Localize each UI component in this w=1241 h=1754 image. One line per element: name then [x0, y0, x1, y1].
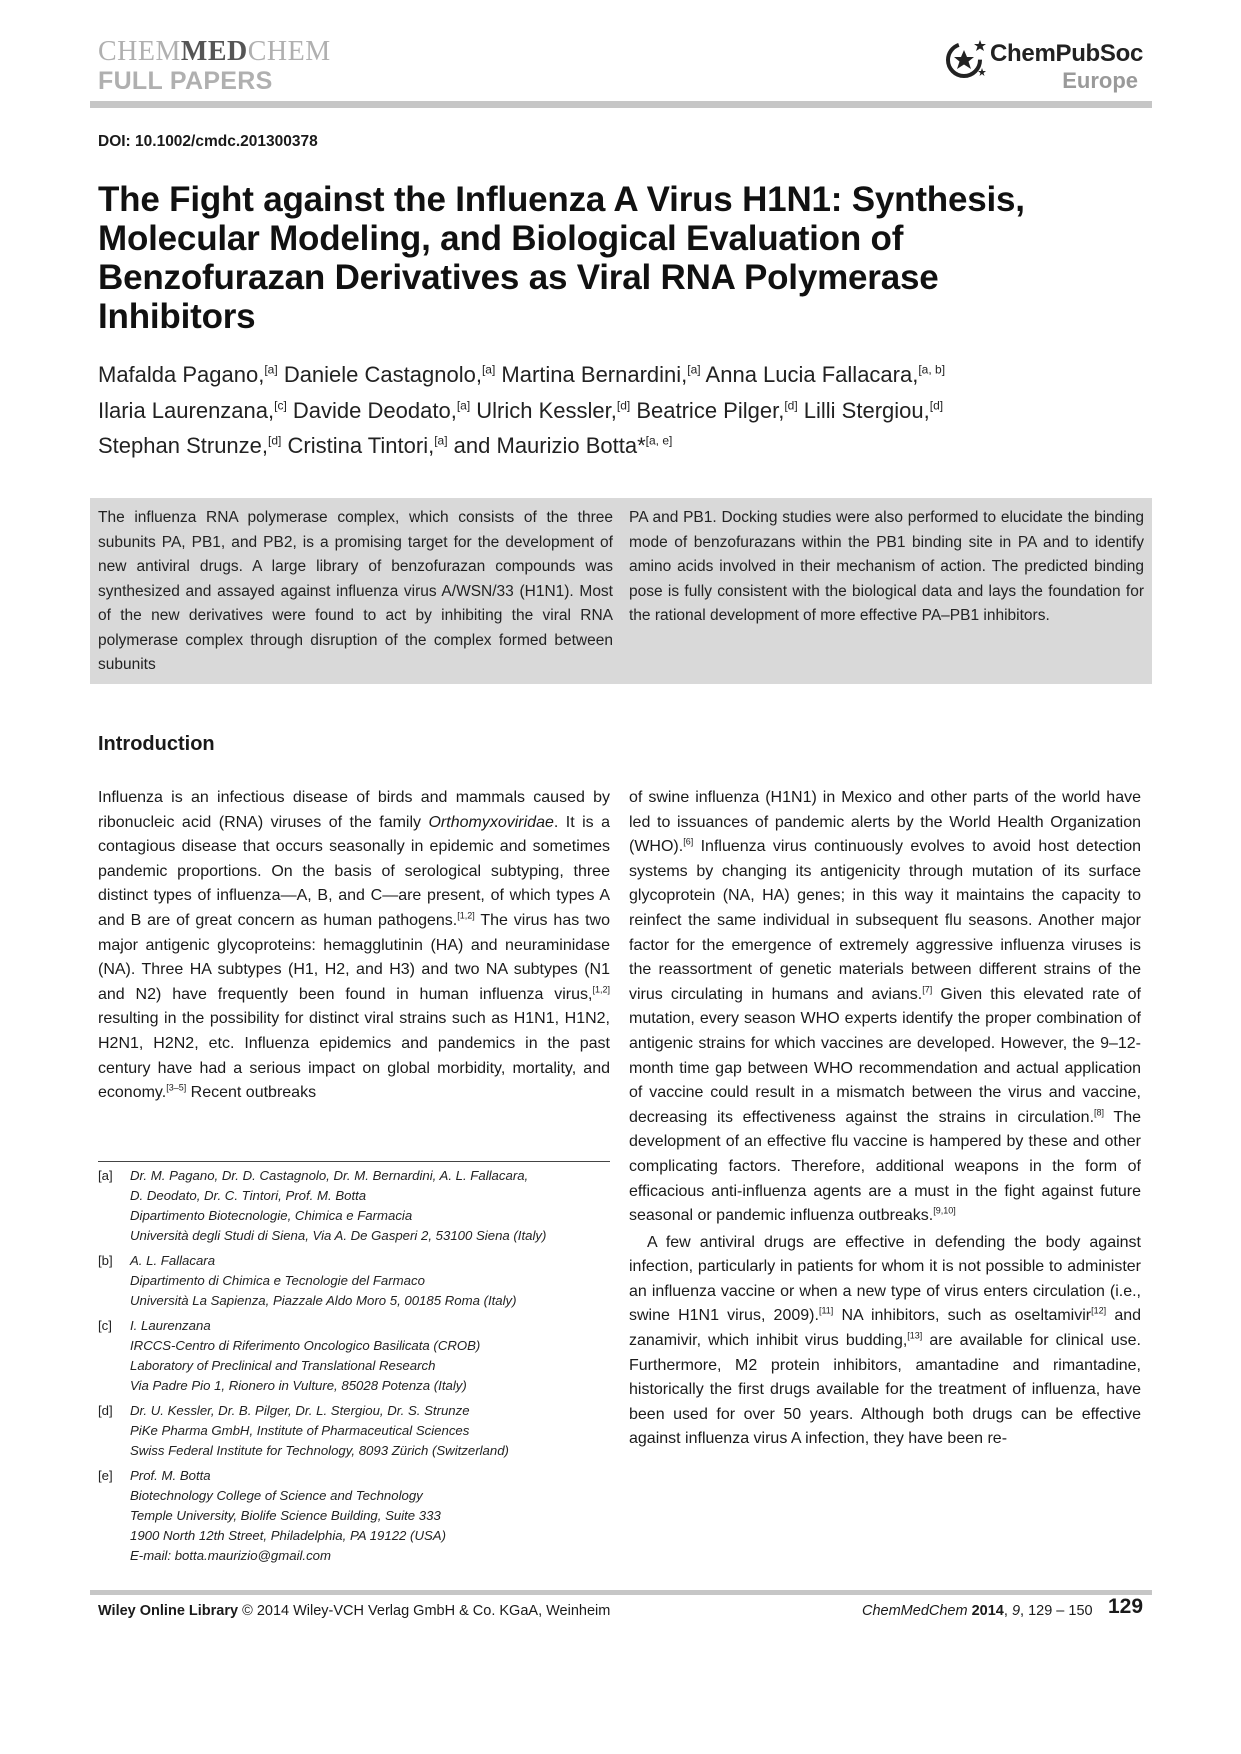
title-line: Inhibitors — [98, 297, 256, 336]
title-line: Molecular Modeling, and Biological Evaluation of — [98, 219, 904, 258]
affiliation-rule — [98, 1161, 610, 1162]
body-right-column — [629, 786, 1141, 1452]
author: and Maurizio Botta*[a, e] — [453, 432, 673, 458]
affiliation: [b] A. L. Fallacara Dipartimento di Chimica e Tecnologie del Farmaco Università La Sapienza, Piazzale Aldo Moro 5, 00185 Roma (Italy) — [98, 1253, 517, 1308]
page-number: 129 — [1108, 1595, 1144, 1618]
author: Beatrice Pilger,[d] — [636, 397, 798, 423]
author: Mafalda Pagano,[a] — [98, 362, 278, 388]
affiliation: [e] Prof. M. Botta Biotechnology College of Science and Technology Temple University, Biolife Science Building, Suite 333 1900 North 12th Street, Philadelphia, PA 19122 (USA) E-mail: botta.maurizio@gmail.com — [98, 1466, 610, 1566]
paragraph: A few antiviral drugs are effective in defending the body against infection, particularly in patients for whom it is not possible to administer an influenza vaccine or when a new type of virus enters circulation (i.e., swine H1N1 virus, 2009).[11] NA inhibitors, such as oseltamivir[12] and zanamivir, which inhibit virus budding,[13] are available for clinical use. Furthermore, M2 protein inhibitors, amantadine and rimantadine, historically the first drugs available for the treatment of influenza, have been used for over 50 years. Although both drugs can be effective against influenza virus A infection, they have been re- — [629, 1233, 1142, 1448]
footer-rule — [90, 1590, 1152, 1595]
abstract-right-column: PA and PB1. Docking studies were also performed to elucidate the binding mode of benzofurazans within the PB1 binding site in PA and to identify amino acids involved in their mechanism of action. The predicted binding pose is fully consistent with the biological data and lays the foundation for the rational development of more effective PA–PB1 inhibitors. — [629, 509, 1144, 624]
author: Martina Bernardini,[a] — [501, 362, 701, 388]
title-line: The Fight against the Influenza A Virus H1N1: Synthesis, — [98, 180, 1025, 219]
footer-publisher: Wiley Online Library © 2014 Wiley-VCH Verlag GmbH & Co. KGaA, Weinheim — [98, 1603, 611, 1619]
star-circle-icon — [944, 38, 988, 82]
header-rule — [90, 101, 1152, 108]
affiliation: [a] Dr. M. Pagano, Dr. D. Castagnolo, Dr. M. Bernardini, A. L. Fallacara, D. Deodato, Dr. C. Tintori, Prof. M. Botta Dipartimento Biotecnologie, Chimica e Farmacia Università degli Studi di Siena, Via A. De Gasperi 2, 53100 Siena (Italy) — [98, 1168, 547, 1243]
section-heading: Introduction — [98, 733, 215, 755]
doi: DOI: 10.1002/cmdc.201300378 — [98, 133, 318, 150]
author: Stephan Strunze,[d] — [98, 432, 282, 458]
author: Cristina Tintori,[a] — [287, 432, 448, 458]
journal-name-bold: MED — [180, 36, 248, 67]
affiliation: [d] Dr. U. Kessler, Dr. B. Pilger, Dr. L. Stergiou, Dr. S. Strunze PiKe Pharma GmbH, Institute of Pharmaceutical Sciences Swiss Federal Institute for Technology, 8093 Zürich (Switzerland) — [98, 1403, 509, 1458]
title-line: Benzofurazan Derivatives as Viral RNA Polymerase — [98, 258, 939, 297]
author: Ulrich Kessler,[d] — [476, 397, 631, 423]
journal-name — [98, 36, 331, 68]
author-list — [98, 355, 1148, 461]
author: Ilaria Laurenzana,[c] — [98, 397, 287, 423]
author: Davide Deodato,[a] — [292, 397, 471, 423]
abstract-left-column: The influenza RNA polymerase complex, which consists of the three subunits PA, PB1, and PB2, is a promising target for the development of new antiviral drugs. A large library of benzofurazan compounds was synthesized and assayed against influenza virus A/WSN/33 (H1N1). Most of the new derivatives were found to act by inhibiting the viral RNA polymerase complex through disruption of the complex formed between subunits — [98, 509, 613, 673]
journal-name-part: CHEM — [98, 36, 181, 67]
abstract-box — [90, 498, 1152, 684]
journal-name-part: CHEM — [247, 36, 331, 67]
wiley-online-library-link[interactable]: Wiley Online Library — [98, 1603, 239, 1619]
author: Daniele Castagnolo,[a] — [283, 362, 496, 388]
body-left-column — [98, 786, 610, 1106]
paragraph: of swine influenza (H1N1) in Mexico and other parts of the world have led to issuances of pandemic alerts by the World Health Organization (WHO).[6] Influenza virus continuously evolves to avoid host detection systems by changing its antigenicity through mutation of its surface glycoprotein (NA, HA) genes; in this way it maintains the capacity to reinfect the same individual in subsequent flu seasons. Another major factor for the emergence of extremely aggressive influenza viruses is the reassortment of genetic materials between different strains of the virus circulating in humans and avians.[7] Given this elevated rate of mutation, every season WHO experts identify the proper combination of antigenic strains for which vaccines are developed. However, the 9–12-month time gap between WHO recommendation and actual application of vaccine could result in a mismatch between the virus and vaccine, decreasing its effectiveness against the strains in circulation.[8] The development of an effective flu vaccine is hampered by these and other complicating factors. Therefore, additional weapons in the form of efficacious anti-influenza agents are a must in the fight against future seasonal or pandemic influenza outbreaks.[9,10] — [629, 789, 1142, 1225]
email-link[interactable]: E-mail: botta.maurizio@gmail.com — [130, 1548, 331, 1563]
section-label: FULL PAPERS — [98, 67, 273, 95]
logo-name: ChemPubSoc — [990, 40, 1144, 67]
logo-subtitle: Europe — [1062, 68, 1138, 93]
footer-citation: ChemMedChem 2014, 9, 129 – 150 — [862, 1603, 1093, 1619]
article-title — [98, 180, 1148, 336]
paragraph: Influenza is an infectious disease of birds and mammals caused by ribonucleic acid (RNA) viruses of the family Orthomyxoviridae. It is a contagious disease that occurs seasonally in epidemic and sometimes pandemic proportions. On the basis of serological subtyping, three distinct types of influenza—A, B, and C—are present, of which types A and B are of great concern as human pathogens.[1,2] The virus has two major antigenic glycoproteins: hemagglutinin (HA) and neuraminidase (NA). Three HA subtypes (H1, H2, and H3) and two NA subtypes (N1 and N2) have frequently been found in human influenza virus,[1,2] resulting in the possibility for distinct viral strains such as H1N1, H1N2, H2N1, H2N2, etc. Influenza epidemics and pandemics in the past century have had a serious impact on global morbidity, mortality, and economy.[3–5] Recent outbreaks — [98, 789, 611, 1102]
affiliations — [98, 1166, 610, 1571]
affiliation: [c] I. Laurenzana IRCCS-Centro di Riferimento Oncologico Basilicata (CROB) Laboratory of Preclinical and Translational Research Via Padre Pio 1, Rionero in Vulture, 85028 Potenza (Italy) — [98, 1318, 481, 1393]
author: Anna Lucia Fallacara,[a, b] — [705, 362, 946, 388]
author: Lilli Stergiou,[d] — [803, 397, 944, 423]
publisher-logo — [944, 38, 1144, 98]
